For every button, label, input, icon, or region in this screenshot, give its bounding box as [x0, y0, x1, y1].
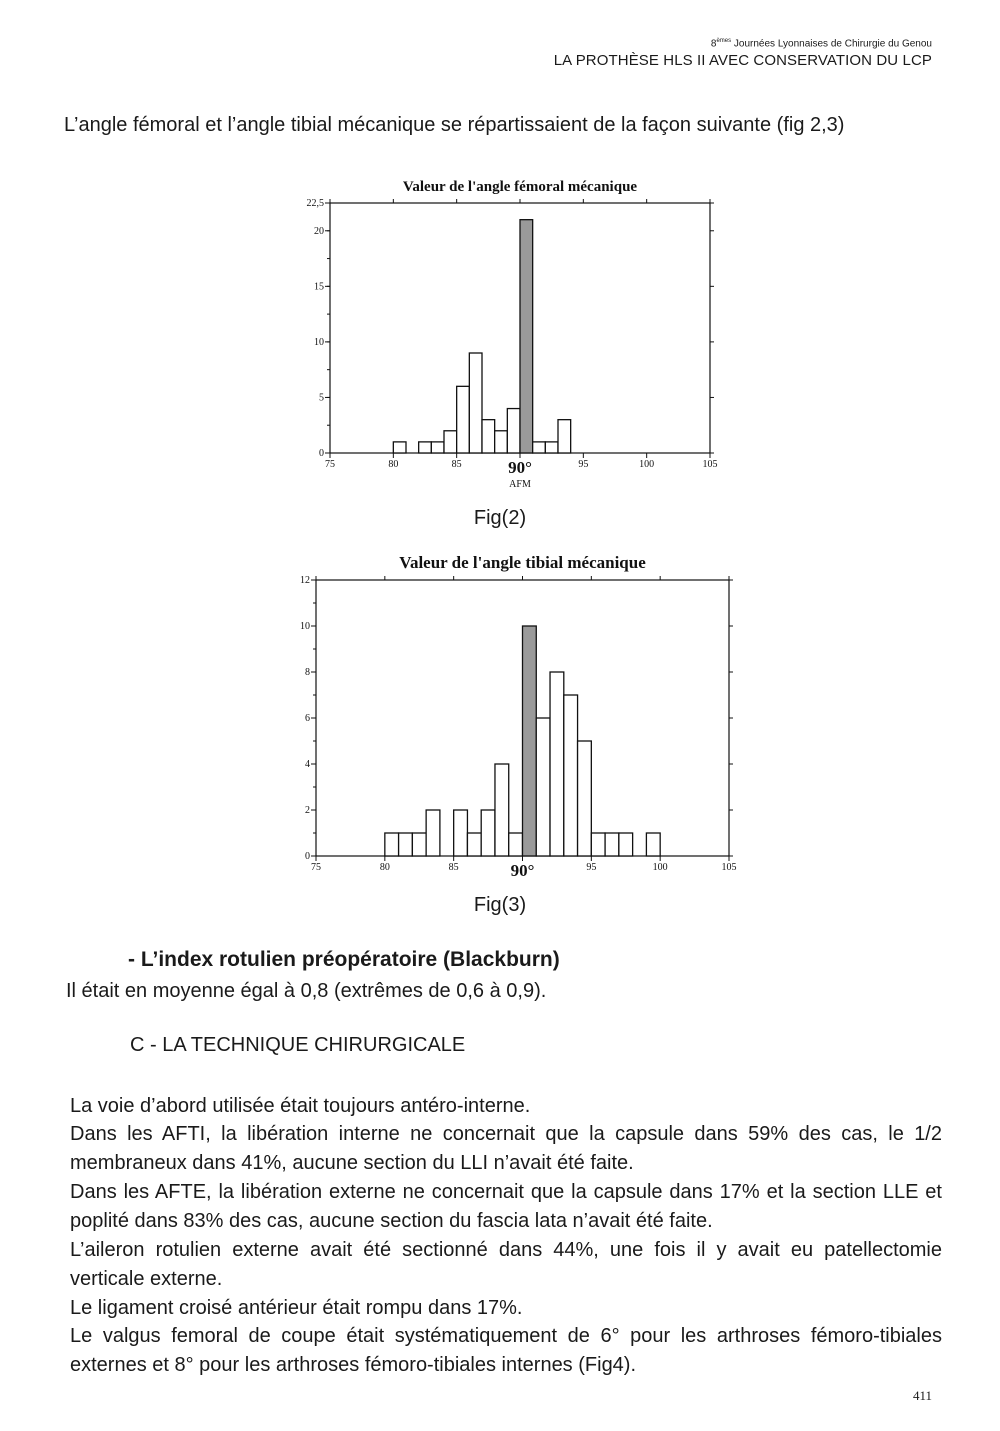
header-conference-name: Journées Lyonnaises de Chirurgie du Genou [731, 38, 932, 50]
intro-sentence: L’angle fémoral et l’angle tibial mécanique se répartissaient de la façon suivante (fig 2,3) [64, 114, 845, 136]
x-tick-label: 105 [702, 459, 718, 470]
x-tick-label: 90° [508, 458, 532, 477]
y-tick-label: 0 [319, 448, 324, 459]
histogram-bar [393, 442, 406, 453]
section-text-patellar-index: Il était en moyenne égal à 0,8 (extrêmes de 0,6 à 0,9). [66, 980, 547, 1002]
histogram-bar [457, 386, 470, 453]
x-tick-label: 100 [639, 459, 655, 470]
x-axis-label: AFM [509, 479, 531, 490]
header-ordinal-sup: èmes [716, 38, 732, 44]
histogram-bar [385, 833, 399, 856]
x-tick-label: 90° [510, 861, 535, 880]
x-tick-label: 95 [578, 459, 589, 470]
page-number: 411 [912, 1388, 932, 1403]
histogram-bar [619, 833, 633, 856]
histogram-bar [481, 810, 495, 856]
histogram-bar [591, 833, 605, 856]
paragraph-aileron: L’aileron rotulien externe avait été sectionné dans 44%, une fois il y avait eu patellectomie verticale externe. [70, 1239, 942, 1290]
histogram-bar [558, 420, 571, 453]
tibial-angle-chart [0, 550, 1000, 880]
histogram-bar [454, 810, 468, 856]
subsection-title: C - LA TECHNIQUE CHIRURGICALE [130, 1034, 466, 1056]
paragraph-approach: La voie d’abord utilisée était toujours antéro-interne. [70, 1095, 531, 1117]
x-tick-label: 95 [586, 862, 597, 873]
x-tick-label: 85 [451, 459, 462, 470]
y-tick-label: 10 [300, 621, 310, 632]
histogram-bar [482, 420, 495, 453]
histogram-bar [495, 764, 509, 856]
chart-title: Valeur de l'angle fémoral mécanique [402, 179, 638, 195]
histogram-bar [444, 431, 457, 453]
histogram-bar [564, 695, 578, 856]
histogram-bar [533, 442, 546, 453]
histogram-bar [578, 741, 592, 856]
histogram-bar [550, 672, 564, 856]
highlight-bar [523, 626, 537, 856]
histogram-bar [495, 431, 508, 453]
histogram-bar [467, 833, 481, 856]
chart-title: Valeur de l'angle tibial mécanique [399, 553, 646, 572]
paragraph-afte: Dans les AFTE, la libération externe ne concernait que la capsule dans 17% et la section LLE et poplité dans 83% des cas, aucune section du fascia lata n’avait été faite. [70, 1181, 942, 1232]
y-tick-label: 0 [305, 851, 310, 862]
x-tick-label: 85 [448, 862, 459, 873]
y-tick-label: 12 [300, 575, 310, 586]
y-tick-label: 20 [314, 225, 324, 237]
x-tick-label: 80 [388, 459, 399, 470]
x-tick-label: 75 [325, 459, 335, 470]
x-tick-label: 75 [311, 862, 321, 873]
histogram-bar [507, 409, 520, 453]
fig2-caption: Fig(2) [473, 507, 527, 529]
histogram-bar [399, 833, 413, 856]
paragraph-valgus: Le valgus femoral de coupe était systématiquement de 6° pour les arthroses fémoro-tibiales externes et 8° pour les arthroses fémoro-tibiales internes (Fig4). [70, 1325, 942, 1376]
histogram-bar [419, 442, 432, 453]
x-tick-label: 100 [652, 862, 668, 873]
y-tick-label: 8 [305, 667, 310, 678]
femoral-angle-chart [0, 160, 1000, 490]
histogram-bar [431, 442, 444, 453]
histogram-bar [605, 833, 619, 856]
y-tick-label: 2 [305, 805, 310, 816]
x-tick-label: 80 [379, 862, 390, 873]
histogram-bar [412, 833, 426, 856]
paragraph-lca: Le ligament croisé antérieur était rompu dans 17%. [70, 1297, 523, 1319]
highlight-bar [520, 220, 533, 453]
y-tick-label: 5 [319, 392, 324, 404]
section-heading-patellar-index: - L’index rotulien préopératoire (Blackburn) [128, 948, 560, 971]
y-tick-label: 6 [305, 713, 310, 724]
histogram-bar [469, 353, 482, 453]
histogram-bar [426, 810, 440, 856]
histogram-bar [646, 833, 660, 856]
running-header-title: LA PROTHÈSE HLS II AVEC CONSERVATION DU LCP [553, 52, 932, 69]
y-tick-label: 10 [314, 336, 324, 348]
fig3-caption: Fig(3) [473, 894, 527, 916]
paragraph-afti: Dans les AFTI, la libération interne ne concernait que la capsule dans 59% des cas, le 1/2 membraneux dans 41%, aucune section du LLI n’avait été faite. [70, 1123, 942, 1174]
y-tick-label: 15 [314, 281, 324, 293]
x-tick-label: 105 [721, 862, 737, 873]
y-tick-label: 22,5 [306, 198, 324, 209]
header-ordinal: 8 [710, 38, 717, 50]
histogram-bar [545, 442, 558, 453]
y-tick-label: 4 [305, 759, 310, 770]
histogram-bar [509, 833, 523, 856]
histogram-bar [536, 718, 550, 856]
running-header-conference [711, 38, 932, 49]
